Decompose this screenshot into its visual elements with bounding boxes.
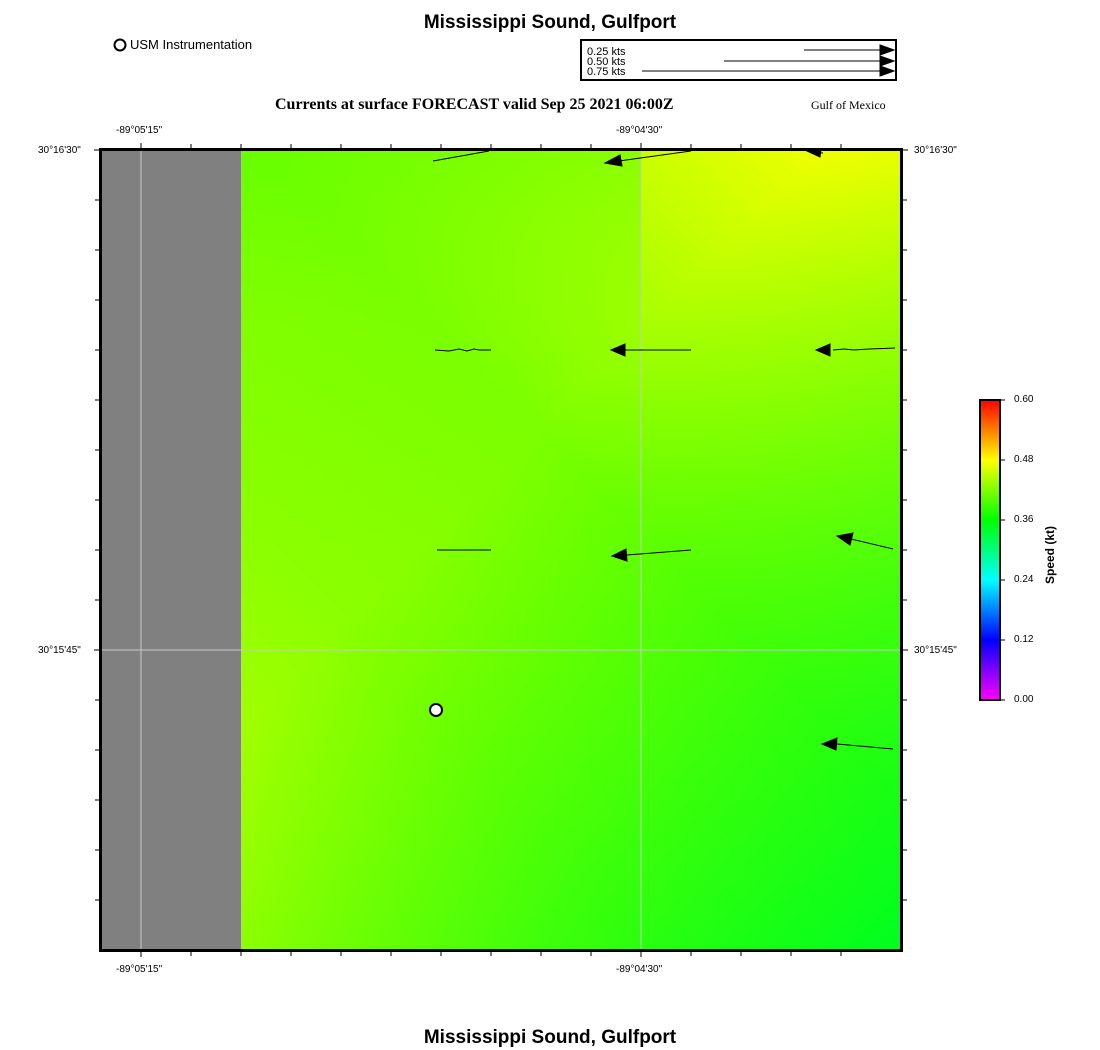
top-tick-1: -89°05'15" <box>116 125 163 136</box>
forecast-subtitle: Currents at surface FORECAST valid Sep 25 2021 06:00Z <box>275 96 674 113</box>
land-mask <box>101 150 241 950</box>
map-title-top: Mississippi Sound, Gulfport <box>423 12 677 33</box>
left-tick-1: 30°16'30" <box>38 145 81 156</box>
ref-label-025: 0.25 kts <box>587 46 626 58</box>
colorbar-tick-036: 0.36 <box>1014 514 1034 525</box>
colorbar-tick-024: 0.24 <box>1014 574 1034 585</box>
colorbar-tick-060: 0.60 <box>1014 394 1034 405</box>
ref-label-050: 0.50 kts <box>587 56 626 68</box>
reference-vector-legend <box>580 39 897 81</box>
colorbar-gradient <box>980 400 1000 700</box>
map-title-bottom: Mississippi Sound, Gulfport <box>423 1027 677 1048</box>
colorbar-tick-000: 0.00 <box>1014 694 1034 705</box>
colorbar-title: Speed (kt) <box>1043 525 1057 584</box>
usm-station-marker <box>430 704 442 716</box>
circle-marker-icon <box>113 38 127 52</box>
top-tick-2: -89°04'30" <box>616 125 663 136</box>
ref-label-075: 0.75 kts <box>587 66 626 78</box>
speed-colorbar <box>978 398 1002 702</box>
reference-arrows <box>582 41 895 79</box>
current-speed-map <box>99 148 903 952</box>
region-label: Gulf of Mexico <box>811 98 886 112</box>
colorbar-tick-012: 0.12 <box>1014 634 1034 645</box>
left-tick-2: 30°15'45" <box>38 645 81 656</box>
right-tick-2: 30°15'45" <box>914 645 957 656</box>
colorbar-tick-048: 0.48 <box>1014 454 1034 465</box>
bottom-tick-1: -89°05'15" <box>116 964 163 975</box>
station-legend-label: USM Instrumentation <box>130 37 253 52</box>
bottom-tick-2: -89°04'30" <box>616 964 663 975</box>
right-tick-1: 30°16'30" <box>914 145 957 156</box>
